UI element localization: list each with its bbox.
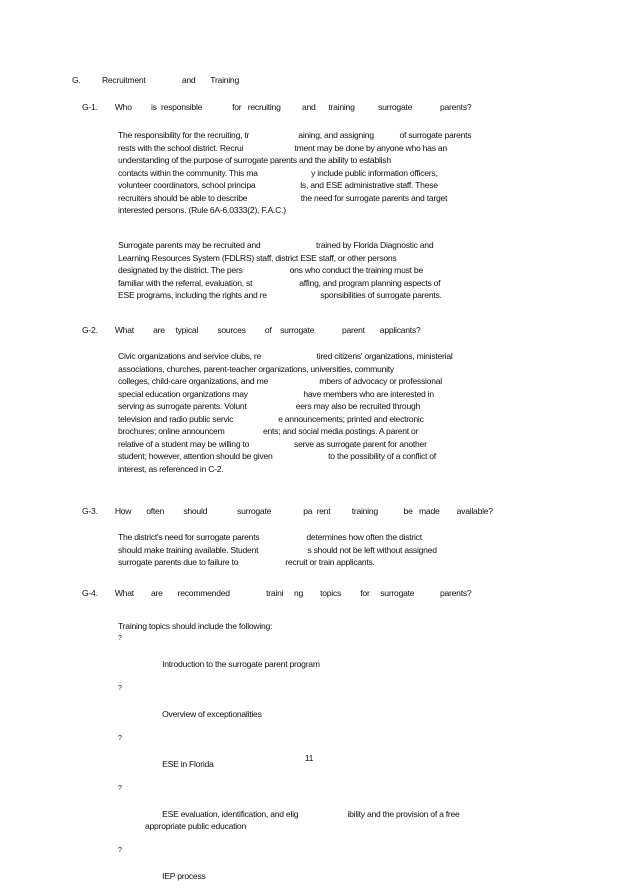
list-item-text: IEP process [162,871,205,881]
g3-paragraph-1: The district's need for surrogate parents determines how often the district should make training available. Student s should not be left without assigned surrogate parents due to failure to recruit or train applicants. [118,531,518,569]
bullet-glyph: ? [118,683,122,696]
g1-paragraph-1: The responsibility for the recruiting, tr aining, and assigning of surrogate parents rests with the school district. Recrui tment may be done by anyone who has an understanding of the purpose of surrogate parents and the ability to establish contacts within the community. This ma y include public information officers, volunteer coordinators, school principa ls, and ESE administrative staff. These recruiters should be able to describe the need for surrogate parents and target interested persons. (Rule 6A-6.0333(2), F.A.C.) [118,129,518,217]
question-heading-g2: G-2. What are typical sources of surrogate parent applicants? [82,324,421,337]
section-heading: G. Recruitment and Training [72,74,239,87]
list-item-text: Introduction to the surrogate parent program [162,659,320,669]
list-item-text: ESE evaluation, identification, and elig ibility and the provision of a free appropriate public education [145,809,460,832]
bullet-glyph: ? [118,733,122,746]
question-heading-g4: G-4. What are recommended traini ng topics for surrogate parents? [82,587,471,600]
list-item [118,783,518,846]
list-item [118,633,518,683]
list-item-text: ESE in Florida [162,759,213,769]
bullet-glyph: ? [118,845,122,858]
list-item [118,683,518,733]
g1-paragraph-2: Surrogate parents may be recruited and trained by Florida Diagnostic and Learning Resources System (FDLRS) staff, district ESE staff, or other persons designated by the district. The pers ons who conduct the training must be familiar with the referral, evaluation, st affing, and program planning aspects of ESE programs, including the rights and re sponsibilities of surrogate parents. [118,239,518,302]
bullet-glyph: ? [118,783,122,796]
list-item-text: Overview of exceptionalities [162,709,262,719]
list-item [118,845,518,895]
question-heading-g3: G-3. How often should surrogate pa rent training be made available? [82,505,493,518]
page-number: 11 [0,752,618,765]
g4-intro: Training topics should include the following: [118,620,518,633]
question-heading-g1: G-1. Who is responsible for recruiting and training surrogate parents? [82,101,471,114]
bullet-glyph: ? [118,633,122,646]
g2-paragraph-1: Civic organizations and service clubs, re tired citizens' organizations, ministerial associations, churches, parent-teacher organizations, universities, community colleges, child-care organizations, and me mbers of advocacy or professional special education organizations may have members who are interested in serving as surrogate parents. Volunt eers may also be recruited through television and radio public servic e announcements; printed and electronic brochures; online announcem ents; and social media postings. A parent or relative of a student may be willing to serve as surrogate parent for another student; however, attention should be given to the possibility of a conflict of interest, as referenced in C-2. [118,350,518,475]
